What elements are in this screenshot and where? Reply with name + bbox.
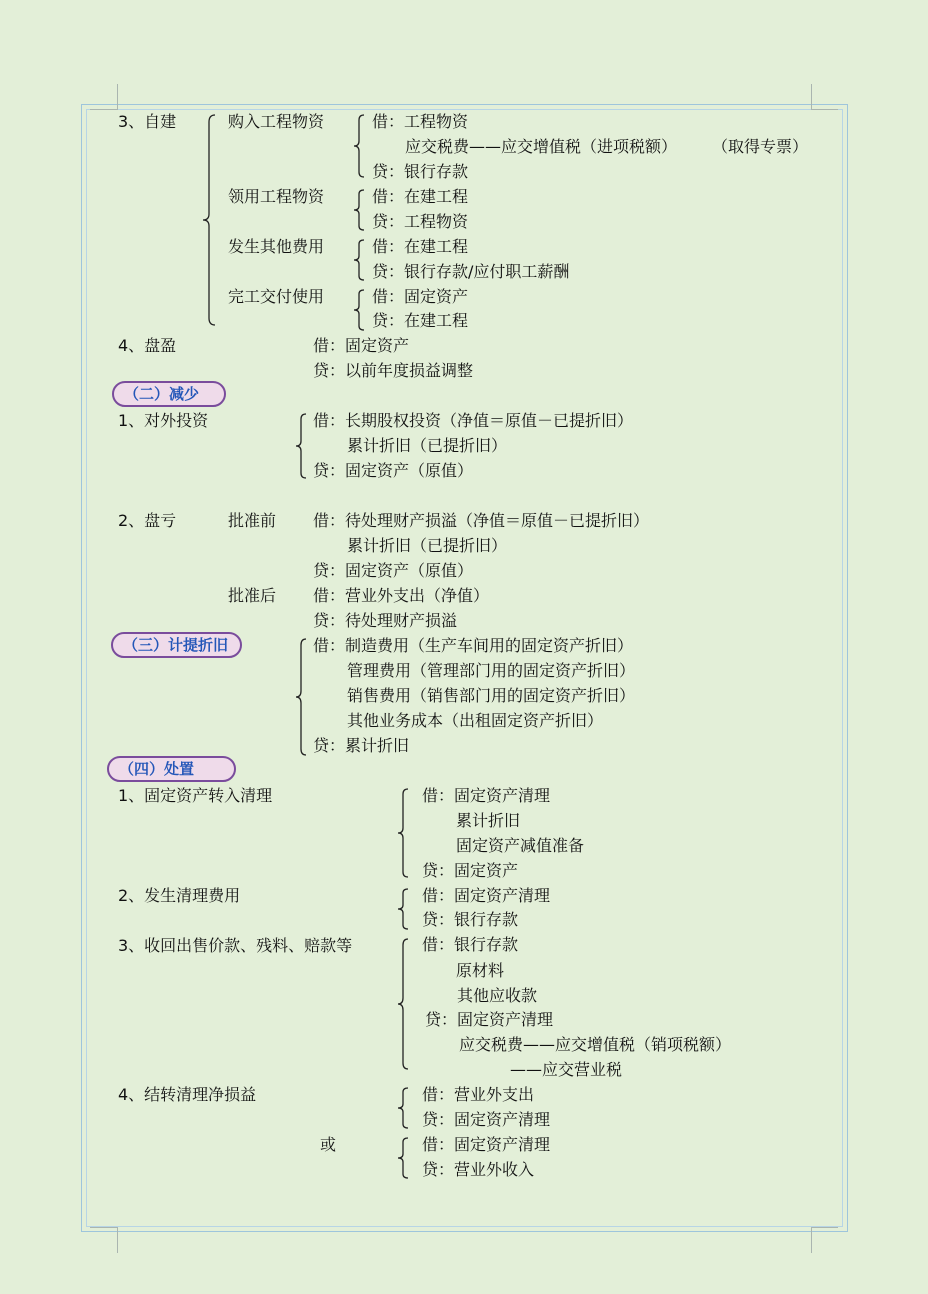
entry-line: 累计折旧（已提折旧） <box>347 436 508 455</box>
entry-line: 累计折旧 <box>456 811 521 830</box>
crop-mark <box>811 109 838 110</box>
entry-line: 应交税费——应交增值税（进项税额） <box>405 137 678 156</box>
entry-line: 贷：工程物资 <box>372 212 469 231</box>
brace <box>396 788 410 878</box>
section-heading: 2、发生清理费用 <box>118 886 241 905</box>
crop-mark <box>117 1227 118 1253</box>
section-heading: 3、自建 <box>118 112 177 131</box>
entry-line: 累计折旧（已提折旧） <box>347 536 508 555</box>
brace <box>352 239 366 281</box>
section-title-disposal: （四）处置 <box>107 756 236 782</box>
case-label: 购入工程物资 <box>228 112 325 131</box>
entry-line: 贷：固定资产清理 <box>422 1110 551 1129</box>
entry-line: 贷：累计折旧 <box>313 736 410 755</box>
entry-line: 贷：待处理财产损溢 <box>313 611 458 630</box>
entry-line: 借：营业外支出 <box>422 1085 535 1104</box>
entry-note: （取得专票） <box>712 137 809 156</box>
entry-line: 贷：固定资产（原值） <box>313 561 474 580</box>
entry-line: 借：固定资产清理 <box>422 786 551 805</box>
entry-line: 借：银行存款 <box>422 935 519 954</box>
entry-line: 贷：固定资产 <box>422 861 519 880</box>
entry-line: 贷：银行存款/应付职工薪酬 <box>372 262 570 281</box>
entry-line: 贷：银行存款 <box>372 162 469 181</box>
entry-line: 其他业务成本（出租固定资产折旧） <box>347 711 604 730</box>
or-label: 或 <box>320 1135 337 1154</box>
entry-line: 借：固定资产 <box>313 336 410 355</box>
brace <box>396 938 410 1070</box>
brace <box>294 638 308 756</box>
section-title-depreciation: （三）计提折旧 <box>111 632 242 658</box>
section-heading: 4、结转清理净损益 <box>118 1085 257 1104</box>
crop-mark <box>811 1227 812 1253</box>
entry-line: 借：固定资产 <box>372 287 469 306</box>
entry-line: 借：固定资产清理 <box>422 1135 551 1154</box>
entry-line: 贷：在建工程 <box>372 311 469 330</box>
entry-line: 贷：固定资产（原值） <box>313 461 474 480</box>
crop-mark <box>90 1227 117 1228</box>
entry-line: 借：固定资产清理 <box>422 886 551 905</box>
case-label: 完工交付使用 <box>228 287 325 306</box>
brace <box>352 189 366 231</box>
brace <box>294 413 308 479</box>
section-heading: 4、盘盈 <box>118 336 177 355</box>
entry-line: ——应交营业税 <box>510 1060 623 1079</box>
section-heading: 1、固定资产转入清理 <box>118 786 273 805</box>
entry-line: 销售费用（销售部门用的固定资产折旧） <box>347 686 636 705</box>
section-title-decrease: （二）减少 <box>112 381 226 407</box>
entry-line: 固定资产减值准备 <box>456 836 585 855</box>
crop-mark <box>811 84 812 110</box>
entry-line: 原材料 <box>456 961 505 980</box>
section-heading: 3、收回出售价款、残料、赔款等 <box>118 936 353 955</box>
brace <box>352 289 366 331</box>
entry-line: 贷：以前年度损益调整 <box>313 361 474 380</box>
entry-line: 借：待处理财产损溢（净值＝原值－已提折旧） <box>313 511 650 530</box>
crop-mark <box>811 1227 838 1228</box>
case-label: 领用工程物资 <box>228 187 325 206</box>
entry-line: 借：营业外支出（净值） <box>313 586 490 605</box>
entry-line: 管理费用（管理部门用的固定资产折旧） <box>347 661 636 680</box>
entry-line: 其他应收款 <box>457 986 538 1005</box>
case-label: 批准后 <box>228 586 277 605</box>
entry-line: 借：在建工程 <box>372 187 469 206</box>
crop-mark <box>117 84 118 110</box>
entry-line: 贷：固定资产清理 <box>425 1010 554 1029</box>
brace <box>396 1137 410 1179</box>
entry-line: 贷：银行存款 <box>422 910 519 929</box>
section-heading: 1、对外投资 <box>118 411 209 430</box>
brace <box>396 1087 410 1129</box>
brace <box>396 888 410 930</box>
brace <box>352 114 366 178</box>
section-heading: 2、盘亏 <box>118 511 177 530</box>
entry-line: 应交税费——应交增值税（销项税额） <box>459 1035 732 1054</box>
crop-mark <box>90 109 117 110</box>
entry-line: 借：在建工程 <box>372 237 469 256</box>
entry-line: 借：长期股权投资（净值＝原值－已提折旧） <box>313 411 634 430</box>
case-label: 发生其他费用 <box>228 237 325 256</box>
brace <box>201 114 217 326</box>
entry-line: 贷：营业外收入 <box>422 1160 535 1179</box>
entry-line: 借：制造费用（生产车间用的固定资产折旧） <box>313 636 634 655</box>
entry-line: 借：工程物资 <box>372 112 469 131</box>
case-label: 批准前 <box>228 511 277 530</box>
